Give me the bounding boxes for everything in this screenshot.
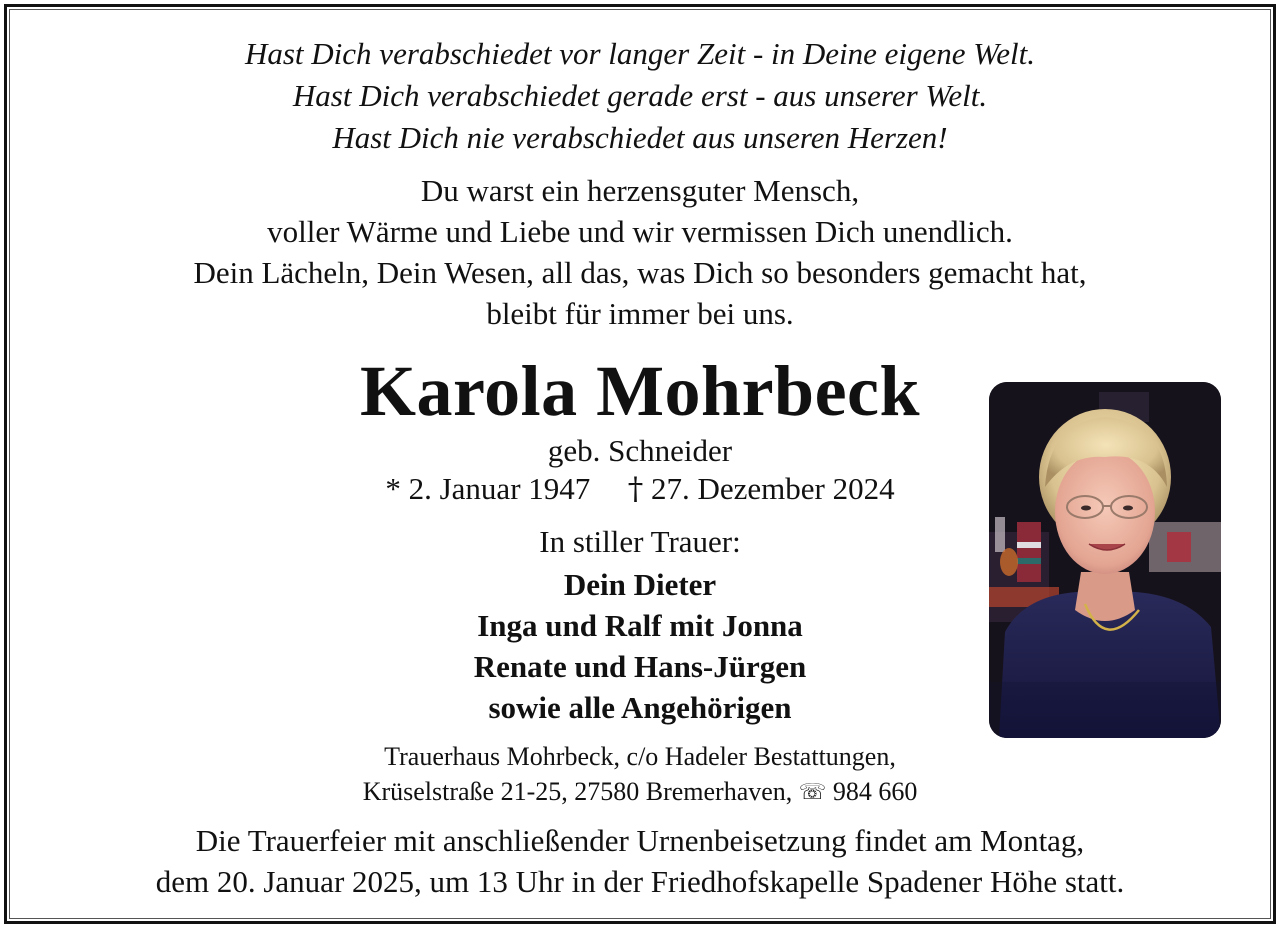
birth-date: * 2. Januar 1947 — [385, 471, 591, 506]
phone-icon: ☏ — [798, 780, 827, 805]
phone-number: 984 660 — [832, 777, 918, 806]
mourner-3: Renate und Hans-Jürgen — [473, 649, 807, 684]
obituary-notice — [4, 4, 1276, 924]
poem-line-2: Hast Dich verabschiedet gerade erst - aus unserer Welt. — [292, 78, 988, 113]
death-date: 27. Dezember 2024 — [651, 471, 895, 506]
poem-line-1: Hast Dich verabschiedet vor langer Zeit - in Deine eigene Welt. — [244, 36, 1035, 71]
address-line-2 — [7, 774, 1273, 810]
address-line-1: Trauerhaus Mohrbeck, c/o Hadeler Bestattungen, — [384, 742, 896, 771]
deceased-name: Karola Mohrbeck — [359, 351, 921, 431]
mourner-1: Dein Dieter — [563, 567, 717, 602]
portrait-illustration — [989, 382, 1221, 738]
maiden-name: geb. Schneider — [547, 433, 733, 468]
mourning-intro: In stiller Trauer: — [539, 524, 741, 559]
tribute-line-2: voller Wärme und Liebe und wir vermissen Dich unendlich. — [267, 214, 1013, 249]
mourner-2: Inga und Ralf mit Jonna — [477, 608, 803, 643]
address-street: Krüselstraße 21-25, 27580 Bremerhaven, — [362, 777, 793, 806]
mourner-4: sowie alle Angehörigen — [488, 690, 792, 725]
tribute-line-1: Du warst ein herzensguter Mensch, — [420, 173, 860, 208]
cross-icon: † — [627, 471, 644, 507]
ceremony-line-1: Die Trauerfeier mit anschließender Urnenbeisetzung findet am Montag, — [195, 823, 1085, 858]
ceremony-line-2: dem 20. Januar 2025, um 13 Uhr in der Friedhofskapelle Spadener Höhe statt. — [155, 864, 1125, 899]
portrait-photo — [989, 382, 1221, 738]
tribute-line-4: bleibt für immer bei uns. — [486, 296, 794, 331]
poem-line-3: Hast Dich nie verabschiedet aus unseren Herzen! — [332, 120, 948, 155]
tribute-line-3: Dein Lächeln, Dein Wesen, all das, was Dich so besonders gemacht hat, — [193, 255, 1087, 290]
